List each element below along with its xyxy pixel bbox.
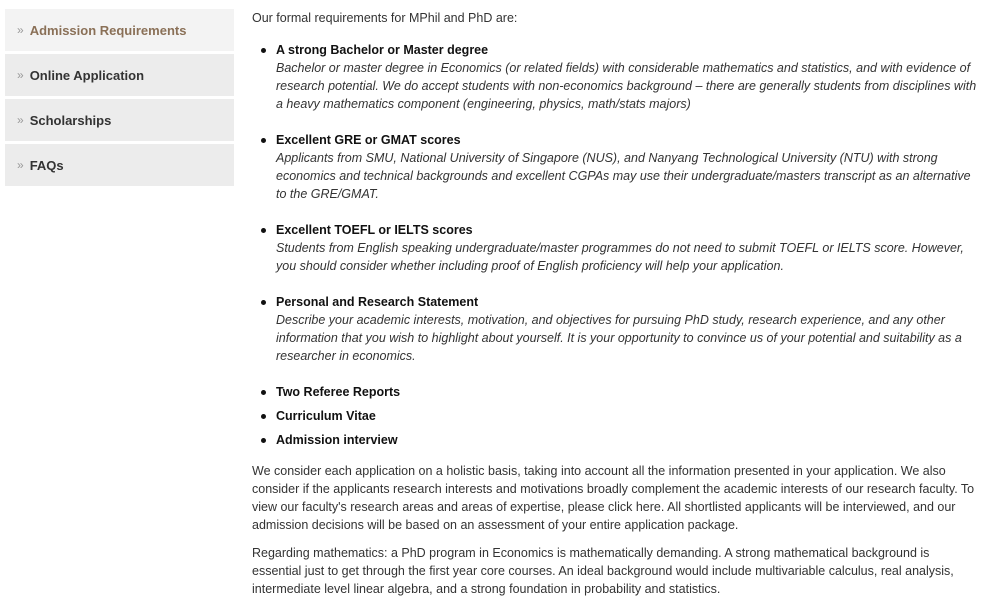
holistic-text-end: . All shortlisted applicants will be interviewed, and our admission decisions will be based on an assessment of your entire application package. (252, 500, 956, 532)
requirement-description: Bachelor or master degree in Economics (or related fields) with considerable mathematics and statistics, and with evidence of research potential. We do accept students with non-economics background – there are generally students from disciplines with a heavy mathematics component (engineering, physics, math/stats majors) (276, 61, 977, 111)
holistic-paragraph (252, 462, 980, 534)
requirement-title: Excellent TOEFL or IELTS scores (276, 223, 473, 237)
holistic-text-start: We consider each application on a holistic basis, taking into account all the information presented in your application. We also consider if the applicants research interests and motivations broadly complement the academic interests of our research faculty. To view our faculty's research areas and areas of expertise, please click (252, 464, 975, 514)
requirements-list (252, 41, 980, 449)
requirement-title: Curriculum Vitae (276, 409, 376, 423)
sidebar-item-label: Online Application (29, 67, 145, 83)
sidebar-item-scholarships[interactable] (5, 99, 234, 141)
mathematics-paragraph: Regarding mathematics: a PhD program in Economics is mathematically demanding. A strong mathematical background is essential just to get through the first year core courses. An ideal background would include multivariable calculus, real analysis, intermediate level linear algebra, and a strong foundation in probability and statistics. (252, 546, 954, 596)
list-item (276, 41, 980, 113)
sidebar-nav (5, 9, 234, 189)
sidebar-item-faqs[interactable] (5, 144, 234, 186)
intro-text: Our formal requirements for MPhil and PhD are: (252, 11, 518, 25)
list-item (276, 407, 980, 425)
list-item (276, 383, 980, 401)
requirement-title: A strong Bachelor or Master degree (276, 43, 489, 57)
requirement-description: Applicants from SMU, National University of Singapore (NUS), and Nanyang Technological University (NTU) with strong economics and technical backgrounds and excellent CGPAs may use their undergraduate/masters transcript as an alternative to the GRE/GMAT. (276, 151, 971, 201)
chevron-right-icon: » (17, 68, 24, 82)
sidebar-item-label: Scholarships (29, 112, 112, 128)
requirement-title: Personal and Research Statement (276, 295, 479, 309)
requirement-description: Students from English speaking undergraduate/master programmes do not need to submit TOEFL or IELTS score. However, you should consider whether including proof of English proficiency will help your application. (276, 241, 964, 273)
sidebar-item-online-application[interactable] (5, 54, 234, 96)
sidebar-item-label: FAQs (29, 157, 64, 173)
requirement-title: Two Referee Reports (276, 385, 401, 399)
list-item (276, 131, 980, 203)
chevron-right-icon: » (17, 113, 24, 127)
requirement-title: Admission interview (276, 433, 398, 447)
chevron-right-icon: » (17, 23, 24, 37)
sidebar-item-label: Admission Requirements (29, 22, 187, 38)
requirement-title: Excellent GRE or GMAT scores (276, 133, 461, 147)
list-item (276, 431, 980, 449)
list-item (276, 221, 980, 275)
requirement-description: Describe your academic interests, motivation, and objectives for pursuing PhD study, research experience, and any other information that you wish to highlight about yourself. It is your opportunity to convince us of your potential and suitability as a researcher in economics. (276, 313, 962, 363)
main-content (252, 9, 980, 608)
list-item (276, 293, 980, 365)
sidebar-item-admission-requirements[interactable] (5, 9, 234, 51)
chevron-right-icon: » (17, 158, 24, 172)
faculty-research-link[interactable]: here (635, 500, 661, 514)
